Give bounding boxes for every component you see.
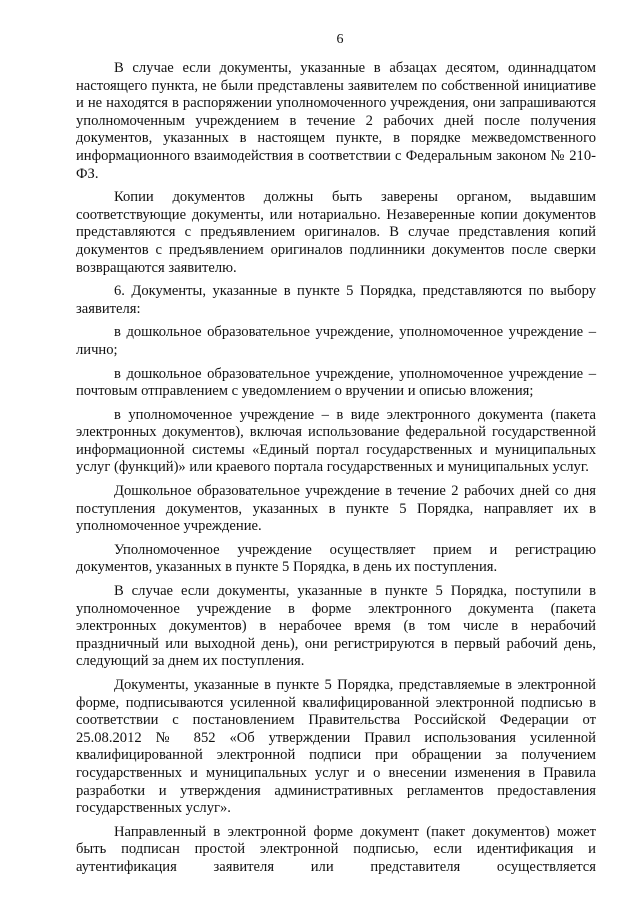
paragraph-copies-certification: Копии документов должны быть заверены органом, выдавшим соответствующие документы, или нотариально. Незаверенные копии документов представляются с предъявлением оригиналов. В случае представления копий документов с предъявлением оригиналов подлинники документов после сверки возвращаются заявителю. (76, 189, 596, 276)
paragraph-electronic-signature: Документы, указанные в пункте 5 Порядка, представляемые в электронной форме, подписываются усиленной квалифицированной электронной подписью в соответствии с постановлением Правительства Российской Федерации от 25.08.2012 № 852 «Об утверждении Правил использования усиленной квалифицированной электронной подписи при обращении за получением государственных и муниципальных услуг и о внесении изменения в Правила разработки и утверждения административных регламентов предоставления государственных услуг». (76, 677, 596, 817)
paragraph-option-in-person: в дошкольное образовательное учреждение, уполномоченное учреждение – лично; (76, 324, 596, 358)
paragraph-item-6: 6. Документы, указанные в пункте 5 Порядка, представляются по выбору заявителя: (76, 283, 596, 317)
paragraph-simple-signature: Направленный в электронной форме документ (пакет документов) может быть подписан простой электронной подписью, если идентификация и аутентификация заявителя или представителя осуществляется (76, 823, 596, 875)
paragraph-nonworking-time: В случае если документы, указанные в пункте 5 Порядка, поступили в уполномоченное учреждение в форме электронного документа (пакета электронных документов) в нерабочее время (в том числе в нерабочий праздничный или выходной день), они регистрируются в первый рабочий день, следующий за днем их поступления. (76, 583, 596, 670)
paragraph-preschool-forwarding: Дошкольное образовательное учреждение в течение 2 рабочих дней со дня поступления документов, указанных в пункте 5 Порядка, направляет их в уполномоченное учреждение. (76, 483, 596, 535)
page-number: 6 (336, 32, 344, 47)
paragraph-option-electronic: в уполномоченное учреждение – в виде электронного документа (пакета электронных документов), включая использование федеральной государственной информационной системы «Единый портал государственных и муниципальных услуг (функций)» или краевого портала государственных и муниципальных услуг. (76, 406, 596, 476)
paragraph-option-post: в дошкольное образовательное учреждение, уполномоченное учреждение – почтовым отправлением с уведомлением о вручении и описью вложения; (76, 365, 596, 400)
paragraph-registration: Уполномоченное учреждение осуществляет прием и регистрацию документов, указанных в пункте 5 Порядка, в день их поступления. (76, 541, 596, 576)
paragraph-documents-request: В случае если документы, указанные в абзацах десятом, одиннадцатом настоящего пункта, не были представлены заявителем по собственной инициативе и не находятся в распоряжении уполномоченного учреждения, они запрашиваются уполномоченным учреждением в течение 2 рабочих дней после получения документов, указанных в настоящем пункте, в порядке межведомственного информационного взаимодействия в соответствии с Федеральным законом № 210-ФЗ. (76, 60, 596, 182)
